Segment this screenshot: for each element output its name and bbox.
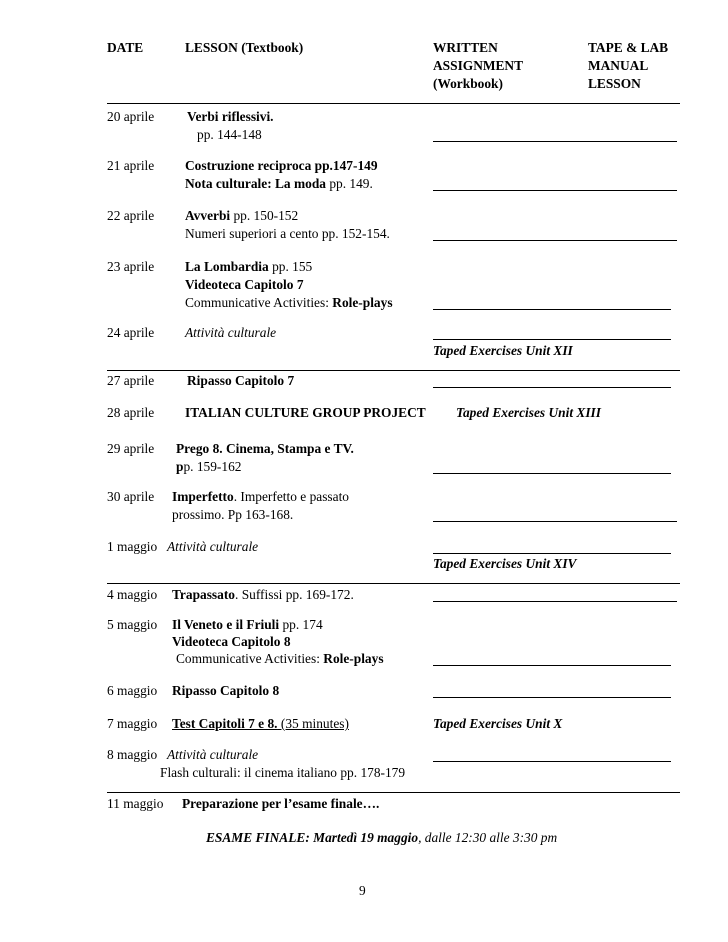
lesson-line: prossimo. Pp 163-168. [172,507,294,522]
lesson-text: pp. 155 [268,259,313,274]
lesson-line: Videoteca Capitolo 8 [172,634,291,649]
lesson-line: Attività culturale [167,539,259,554]
lesson-line: Numeri superiori a cento pp. 152-154. [185,226,390,241]
header-lesson: LESSON (Textbook) [185,40,304,55]
assignment-blank [433,697,671,698]
final-exam-label: ESAME FINALE: Martedì 19 maggio [206,830,419,845]
row-date: 5 maggio [107,617,158,632]
assignment-blank [433,521,677,522]
lesson-line: ITALIAN CULTURE GROUP PROJECT [185,405,426,420]
lesson-line [172,716,349,732]
lesson-text: pp. 174 [279,617,323,632]
assignment-blank [433,309,671,310]
tape-lesson: Taped Exercises Unit X [433,716,563,731]
lesson-bold: Role-plays [332,295,393,310]
row-date: 21 aprile [107,158,155,173]
lesson-line: Preparazione per l’esame finale…. [182,796,380,811]
page-number: 9 [359,883,366,898]
lesson-bold: Imperfetto [172,489,234,504]
lesson-line [185,176,373,192]
row-date: 30 aprile [107,489,155,504]
assignment-blank [433,240,677,241]
lesson-bold: Trapassato [172,587,235,602]
lesson-text: . Suffissi pp. 169-172. [235,587,354,602]
lesson-line: Prego 8. Cinema, Stampa e TV. [176,441,354,456]
lesson-line [172,617,323,633]
lesson-line [185,259,312,275]
assignment-blank [433,761,671,762]
final-exam-time: , dalle 12:30 alle 3:30 pm [418,830,558,845]
lesson-bold: Il Veneto e il Friuli [172,617,280,632]
lesson-bold: Role-plays [323,651,384,666]
lesson-line: Ripasso Capitolo 8 [172,683,280,698]
lesson-line: Ripasso Capitolo 7 [187,373,295,388]
lesson-line: Attività culturale [167,747,259,762]
header-written-1: WRITTEN [433,40,498,55]
assignment-blank [433,339,671,340]
row-date: 11 maggio [107,796,164,811]
lesson-text: (35 minutes) [277,716,349,731]
row-date: 6 maggio [107,683,158,698]
lesson-line: Verbi riflessivi. [187,109,274,124]
tape-lesson: Taped Exercises Unit XIV [433,556,577,571]
lesson-text: pp. 150-152 [230,208,299,223]
row-date: 1 maggio [107,539,158,554]
row-date: 23 aprile [107,259,155,274]
assignment-blank [433,473,671,474]
header-written-3: (Workbook) [433,76,503,91]
lesson-line: pp. 144-148 [197,127,262,142]
lesson-line: Videoteca Capitolo 7 [185,277,304,292]
lesson-line [172,587,354,603]
assignment-blank [433,141,677,142]
header-tape-3: LESSON [588,76,641,91]
row-date: 24 aprile [107,325,155,340]
header-written-2: ASSIGNMENT [433,58,524,73]
tape-lesson: Taped Exercises Unit XII [433,343,573,358]
divider-rule [107,583,680,584]
row-date: 8 maggio [107,747,158,762]
assignment-blank [433,190,677,191]
tape-lesson: Taped Exercises Unit XIII [456,405,601,420]
lesson-line [185,295,393,311]
divider-rule [107,370,680,371]
lesson-text: pp. 149. [325,176,373,191]
divider-rule [107,103,680,104]
row-date: 7 maggio [107,716,158,731]
lesson-line: Flash culturali: il cinema italiano pp. 178-179 [160,765,406,780]
lesson-line [172,489,349,505]
header-date: DATE [107,40,144,55]
lesson-bold: p [176,459,184,474]
lesson-bold: Avverbi [185,208,231,223]
lesson-line: Costruzione reciproca pp.147-149 [185,158,378,173]
lesson-bold: Nota culturale: La moda [185,176,326,191]
lesson-line [176,459,241,475]
assignment-blank [433,553,671,554]
row-date: 20 aprile [107,109,155,124]
lesson-line [185,208,298,224]
header-tape-2: MANUAL [588,58,649,73]
lesson-bold: La Lombardia [185,259,269,274]
lesson-text: p. 159-162 [183,459,242,474]
lesson-bold: Test Capitoli 7 e 8. [172,716,278,731]
final-exam-line [206,830,557,846]
header-tape-1: TAPE & LAB [588,40,669,55]
assignment-blank [433,387,671,388]
lesson-text: . Imperfetto e passato [233,489,349,504]
lesson-line: Attività culturale [185,325,277,340]
assignment-blank [433,665,671,666]
lesson-text: Communicative Activities: [185,295,333,310]
lesson-text: Communicative Activities: [176,651,324,666]
row-date: 4 maggio [107,587,158,602]
assignment-blank [433,601,677,602]
row-date: 28 aprile [107,405,155,420]
row-date: 22 aprile [107,208,155,223]
divider-rule [107,792,680,793]
row-date: 29 aprile [107,441,155,456]
row-date: 27 aprile [107,373,155,388]
lesson-line [176,651,384,667]
